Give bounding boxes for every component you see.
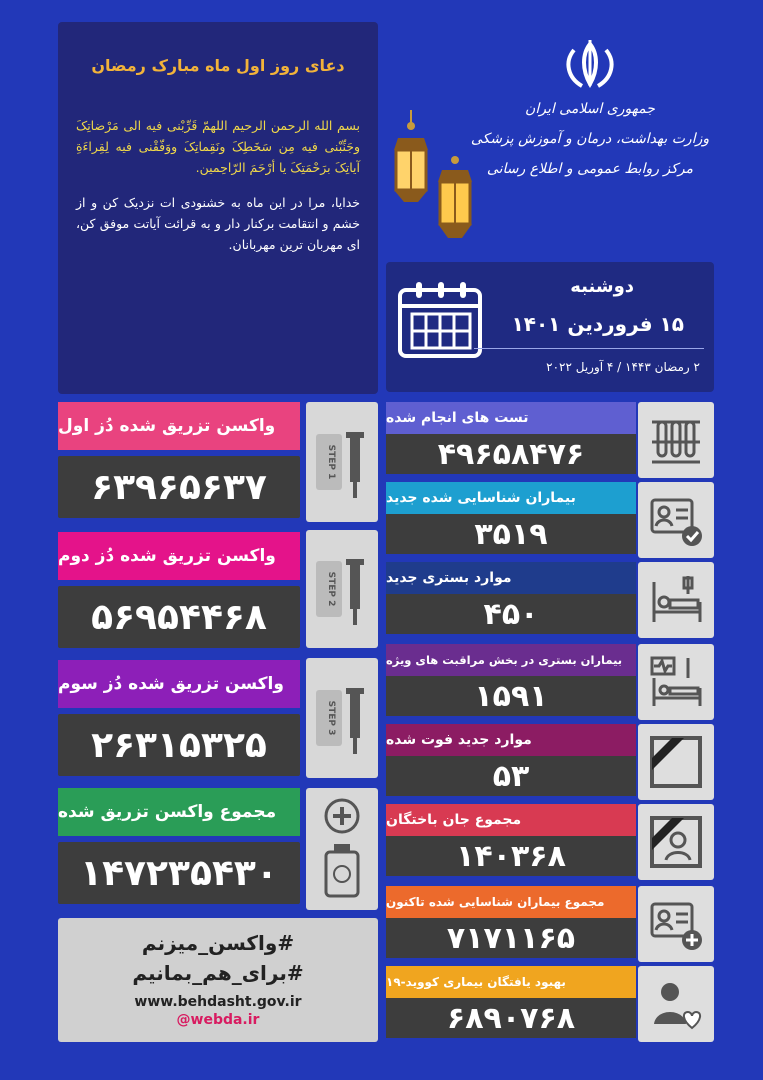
stat-value: ۴۵۰: [386, 594, 636, 634]
header-line-3: مرکز روابط عمومی و اطلاع رسانی: [486, 161, 694, 177]
vaccine-vial-icon: [306, 788, 378, 910]
stat-value: ۱۴۰۳۶۸: [386, 836, 636, 876]
other-dates: ۲ رمضان ۱۴۴۳ / ۴ آوریل ۲۰۲۲: [546, 360, 700, 374]
test-tubes-icon: [638, 402, 714, 478]
vaccine-value: ۵۶۹۵۴۴۶۸: [58, 586, 300, 648]
vaccine-label: مجموع واکسن تزریق شده: [58, 788, 300, 836]
header-line-2: وزارت بهداشت، درمان و آموزش پزشکی: [470, 131, 710, 147]
stat-label: بیماران بستری در بخش مراقبت های ویژه: [386, 644, 636, 676]
stat-label: تست های انجام شده: [386, 402, 636, 434]
date-panel: [386, 262, 714, 392]
hospital-bed-icon: [638, 562, 714, 638]
hashtag-2: #برای_هم_بمانیم: [132, 961, 304, 985]
vaccine-dose2-card: [58, 532, 300, 648]
vaccine-label: واکسن تزریق شده دُز سوم: [58, 660, 300, 708]
solar-date: ۱۵ فروردین ۱۴۰۱: [511, 312, 684, 336]
prayer-arabic-text: بسم الله الرحمن الرحیم اللهمّ قَرِّبْنی فیه الی مَرْضاتِکَ وجَنِّبْنی فیه مِن سَخَطِکَ ونَقِماتِکَ ووَفّقْنی فیه لِقِراءَةِ آیاتِکَ برَحْمَتِکَ یا أرْحَمَ الرّاحِمین.: [76, 118, 360, 175]
vaccine-value: ۶۳۹۶۵۶۳۷: [58, 456, 300, 518]
vaccine-dose1-card: [58, 402, 300, 518]
stat-total-cases: [386, 886, 636, 958]
prayer-title: دعای روز اول ماه مبارک رمضان: [91, 56, 345, 75]
patient-card-plus-icon: [638, 886, 714, 962]
step-label: STEP 3: [326, 700, 336, 736]
date-divider: [474, 348, 704, 349]
step-label: STEP 2: [326, 571, 336, 607]
footer-panel: [58, 918, 378, 1042]
calendar-icon: [396, 280, 486, 364]
recovered-person-heart-icon: [638, 966, 714, 1042]
stat-value: ۳۵۱۹: [386, 514, 636, 554]
prayer-panel: [58, 22, 378, 394]
icu-bed-icon: [638, 644, 714, 720]
weekday: دوشنبه: [570, 276, 634, 297]
stat-label: مجموع جان باختگان: [386, 804, 636, 836]
stat-value: ۷۱۷۱۱۶۵: [386, 918, 636, 958]
step3-syringe-icon: [306, 658, 378, 778]
vaccine-label: واکسن تزریق شده دُز اول: [58, 402, 300, 450]
stat-tests: [386, 402, 636, 474]
stat-value: ۶۸۹۰۷۶۸: [386, 998, 636, 1038]
stat-label: موارد جدید فوت شده: [386, 724, 636, 756]
stat-new-hospitalized: [386, 562, 636, 634]
prayer-persian-text: خدایا، مرا در این ماه به خشنودی ات نزدیک کن و از خشم و انتقامت برکنار دار و به قرائت آیاتت موفق کن، ای مهربان ترین مهربانان.: [76, 195, 360, 252]
step1-syringe-icon: [306, 402, 378, 522]
ministry-header: [470, 40, 710, 240]
stat-value: ۵۳: [386, 756, 636, 796]
website-link[interactable]: www.behdasht.gov.ir: [134, 994, 302, 1010]
stat-icu: [386, 644, 636, 716]
stat-total-deaths: [386, 804, 636, 876]
mourning-person-icon: [638, 804, 714, 880]
stat-value: ۱۵۹۱: [386, 676, 636, 716]
stat-label: بیماران شناسایی شده جدید: [386, 482, 636, 514]
vaccine-label: واکسن تزریق شده دُز دوم: [58, 532, 300, 580]
header-line-1: جمهوری اسلامی ایران: [525, 101, 655, 117]
stat-label: بهبود یافتگان بیماری کووید-۱۹: [386, 966, 636, 998]
vaccine-value: ۱۴۷۲۳۵۴۳۰: [58, 842, 300, 904]
step2-syringe-icon: [306, 530, 378, 648]
social-handle[interactable]: @webda.ir: [176, 1012, 260, 1028]
vaccine-total-card: [58, 788, 300, 904]
stat-label: موارد بستری جدید: [386, 562, 636, 594]
stat-label: مجموع بیماران شناسایی شده تاکنون: [386, 886, 636, 918]
step-label: STEP 1: [326, 444, 336, 480]
hashtag-1: #واکسن_میزنم: [141, 931, 295, 955]
vaccine-value: ۲۶۳۱۵۳۲۵: [58, 714, 300, 776]
vaccine-dose3-card: [58, 660, 300, 776]
stat-value: ۴۹۶۵۸۴۷۶: [386, 434, 636, 474]
stat-recovered: [386, 966, 636, 1038]
stat-new-cases: [386, 482, 636, 554]
mourning-frame-icon: [638, 724, 714, 800]
patient-card-check-icon: [638, 482, 714, 558]
lantern-icon: [388, 110, 434, 210]
stat-new-deaths: [386, 724, 636, 796]
iran-emblem-icon: [560, 40, 620, 90]
